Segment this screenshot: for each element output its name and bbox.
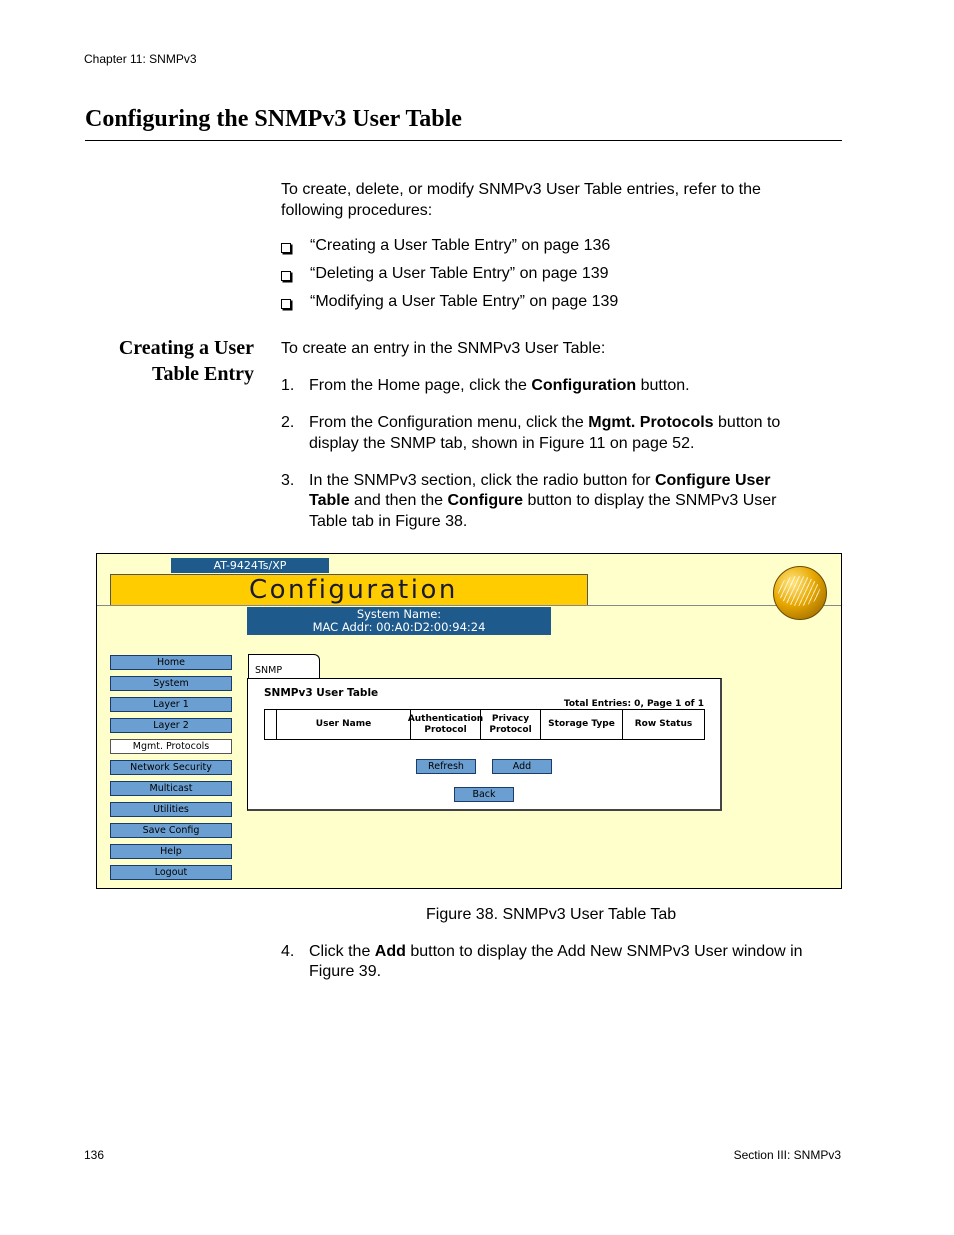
nav-home-button[interactable]: Home [110,655,232,670]
figure-screenshot [96,553,842,889]
nav-layer1-button[interactable]: Layer 1 [110,697,232,712]
step-number: 3. [281,472,295,489]
figure-caption: Figure 38. SNMPv3 User Table Tab [426,906,677,923]
subsection-lead: To create an entry in the SNMPv3 User Table: [281,340,606,357]
row-status-column-header: Row Status [634,719,693,729]
step-bold-term: Add [374,943,406,960]
title-rule [85,140,842,141]
step-text-line [309,471,771,492]
step-text-line [309,942,803,963]
column-header-line: Authentication [407,713,484,724]
bullet-item [281,237,801,257]
banner-divider [97,605,841,606]
nav-mgmt-protocols-button[interactable]: Mgmt. Protocols [110,739,232,754]
storage-type-column-header: Storage Type [541,710,623,739]
nav-utilities-button[interactable]: Utilities [110,802,232,817]
step-bold-term: Table [309,492,350,509]
step-3 [281,471,841,535]
step-text-line: display the SNMP tab, shown in Figure 11 on page 52. [309,435,695,452]
step-2 [281,413,841,457]
step-bold-term: Mgmt. Protocols [588,414,714,431]
snmp-panel [247,678,722,811]
step-text-line: Figure 39. [309,963,382,980]
system-name: System Name: [356,607,442,621]
footer-section: Section III: SNMPv3 [733,1148,841,1162]
checkbox-bullet-icon [281,271,291,281]
subsection-title-line-1: Creating a User [118,337,254,359]
bullet-link[interactable]: “Deleting a User Table Entry” on page 139 [310,265,609,282]
select-column-header [265,710,277,739]
step-bold-term: Configure User [654,472,771,489]
running-header: Chapter 11: SNMPv3 [84,52,197,66]
column-header-line: Protocol [489,724,532,735]
nav-system-button[interactable]: System [110,676,232,691]
step-number: 2. [281,414,295,431]
nav-network-security-button[interactable]: Network Security [110,760,232,775]
configuration-banner-text: Configuration [249,575,458,605]
step-text-line: Table tab in Figure 38. [309,513,468,530]
step-text-part: From the Home page, click the [309,377,532,394]
intro-paragraph [281,180,841,221]
step-1 [281,376,841,398]
mac-address: MAC Addr: 00:A0:D2:00:94:24 [312,620,486,634]
column-header-line: Privacy [491,713,530,724]
bullet-item [281,265,801,285]
bullet-link[interactable]: “Modifying a User Table Entry” on page 139 [310,293,619,310]
privacy-protocol-column-header [481,710,541,739]
step-text-part: button. [636,377,690,394]
step-text-line [309,413,780,434]
step-4 [281,942,851,986]
nav-help-button[interactable]: Help [110,844,232,859]
nav-multicast-button[interactable]: Multicast [110,781,232,796]
step-bold-term: Configure [447,492,524,509]
bullet-link[interactable]: “Creating a User Table Entry” on page 136 [310,237,611,254]
user-name-column-header: User Name [277,710,411,739]
step-text-part: From the Configuration menu, click the [309,414,589,431]
step-text-part: button to display the SNMPv3 User [523,492,777,509]
step-bold-term: Configuration [531,377,637,394]
step-number: 4. [281,943,295,960]
subsection-title [54,335,254,387]
checkbox-bullet-icon [281,243,291,253]
step-text-part: button to [713,414,781,431]
step-text-part: and then the [349,492,448,509]
auth-protocol-column-header [407,710,484,739]
bullet-item [281,293,801,313]
refresh-button[interactable]: Refresh [416,759,476,774]
nav-save-config-button[interactable]: Save Config [110,823,232,838]
system-info-box [247,607,551,635]
back-button[interactable]: Back [454,787,514,802]
page-number: 136 [84,1148,105,1162]
user-table-header [264,709,705,740]
intro-line-2: following procedures: [281,201,433,219]
step-text-line [309,491,776,512]
tab-snmp[interactable]: SNMP [248,654,320,678]
nav-layer2-button[interactable]: Layer 2 [110,718,232,733]
step-text-part: In the SNMPv3 section, click the radio button for [309,472,655,489]
intro-line-1: To create, delete, or modify SNMPv3 User Table entries, refer to the [281,181,761,198]
add-button[interactable]: Add [492,759,552,774]
section-title: Configuring the SNMPv3 User Table [85,106,462,132]
nav-logout-button[interactable]: Logout [110,865,232,880]
step-number: 1. [281,377,295,394]
step-text-part: button to display the Add New SNMPv3 User window in [405,943,803,960]
model-label: AT-9424Ts/XP [171,558,329,573]
column-header-line: Protocol [424,724,467,735]
step-text-part: Click the [309,943,375,960]
checkbox-bullet-icon [281,299,291,309]
globe-logo-pattern-icon [778,576,820,606]
step-text [309,376,690,397]
panel-title: SNMPv3 User Table [264,687,379,699]
total-entries: Total Entries: 0, Page 1 of 1 [563,699,704,709]
subsection-title-line-2: Table Entry [151,363,254,385]
